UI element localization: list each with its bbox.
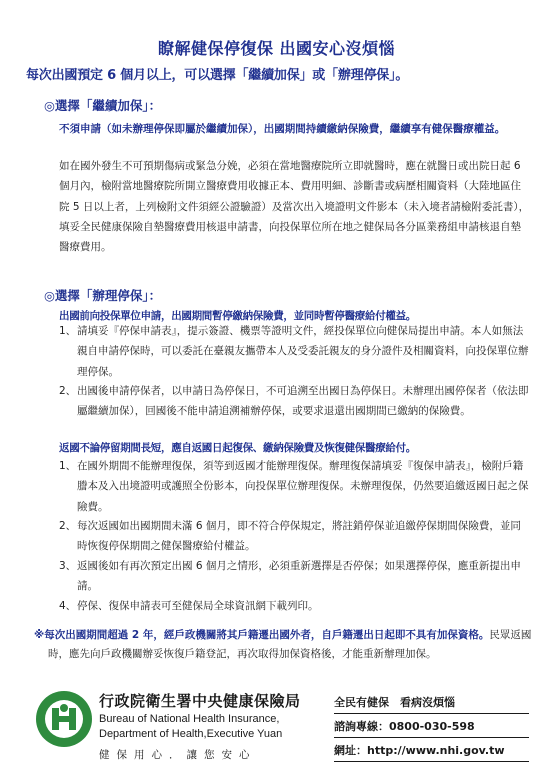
page-title: 瞭解健保停復保 出國安心沒煩惱 xyxy=(157,39,396,58)
list-item xyxy=(59,456,529,517)
footnote xyxy=(34,626,544,664)
list-item-number: 2、 xyxy=(59,385,77,397)
list-item-number: 4、 xyxy=(59,600,77,612)
hotline: 諮詢專線：0800-030-598 xyxy=(334,717,529,738)
nhi-logo xyxy=(35,690,93,748)
org-name-en-line1: Bureau of National Health Insurance, xyxy=(99,713,280,725)
org-name-zh: 行政院衛生署中央健康保險局 xyxy=(99,692,301,710)
contact-block xyxy=(334,693,529,765)
list-item xyxy=(59,556,529,597)
list-item-number: 1、 xyxy=(59,460,77,472)
list-item xyxy=(59,596,529,616)
section-resume-summary: 返國不論停留期間長短，應自返國日起復保、繳納保險費及恢復健保醫療給付。 xyxy=(59,442,416,454)
list-item-text: 停保、復保申請表可至健保局全球資訊網下載列印。 xyxy=(77,600,319,612)
section-heading-continue: ◎選擇「繼續加保」： xyxy=(44,98,162,113)
organization-block xyxy=(99,690,301,762)
section-heading-suspend: ◎選擇「辦理停保」： xyxy=(44,288,162,303)
section-continue-detail: 如在國外發生不可預期傷病或緊急分娩，必須在當地醫療院所立即就醫時，應在就醫日或出院日起 6 個月內，檢附當地醫療院所開立醫療費用收據正本、費用明細、診斷書或病歷相關資料（大陸地區住院 5 日以上者，上列檢附文件須經公證驗證）及當次出入境證明文件影本（未入境者請檢附委託書），填妥全民健康保險自墊醫療費用核退申請書，向投保單位所在地之健保局各分區業務組申請核退自墊醫療費用。 xyxy=(59,160,530,254)
list-item-number: 3、 xyxy=(59,560,77,572)
list-item-number: 1、 xyxy=(59,325,77,337)
footnote-text: 民眾返國時，應先向戶政機關辦妥恢復戶籍登記，再次取得加保資格後，才能重新辦理加保。 xyxy=(48,629,532,660)
list-item-text: 返國後如有再次預定出國 6 個月之情形，必須重新選擇是否停保；如果選擇停保，應重新提出申請。 xyxy=(77,560,521,593)
list-item-number: 2、 xyxy=(59,520,77,532)
section-suspend-summary: 出國前向投保單位申請，出國期間暫停繳納保險費，並同時暫停醫療給付權益。 xyxy=(59,310,416,322)
list-item-text: 出國後申請停保者，以申請日為停保日，不可追溯至出國日為停保日。未辦理出國停保者（依法即屬繼續加保），回國後不能申請追溯補辦停保，或要求退還出國期間已繳納的保險費。 xyxy=(77,385,529,418)
website-link[interactable]: 網址：http://www.nhi.gov.tw xyxy=(334,741,529,762)
section-continue-summary: 不須申請（如未辦理停保即屬於繼續加保），出國期間持續繳納保險費，繼續享有健保醫療權益。 xyxy=(59,123,506,135)
contact-slogan: 全民有健保 看病沒煩惱 xyxy=(334,693,529,714)
list-item-text: 每次返國如出國期間未滿 6 個月，即不符合停保規定，將註銷停保並追繳停保期間保險費，並同時恢復停保期間之健保醫療給付權益。 xyxy=(77,520,521,553)
page-subtitle: 每次出國預定 6 個月以上，可以選擇「繼續加保」或「辦理停保」。 xyxy=(26,68,409,83)
list-item xyxy=(59,321,529,382)
footnote-emphasis: ※每次出國期間超過 2 年，經戶政機關將其戶籍遷出國外者，自戶籍遷出日起即不具有加保資格。 xyxy=(34,629,490,641)
list-item xyxy=(59,381,529,422)
list-item-text: 在國外期間不能辦理復保，須等到返國才能辦理復保。辦理復保請填妥『復保申請表』，檢附戶籍謄本及入出境證明或護照全份影本，向投保單位辦理復保。未辦理復保，仍然要追繳返國日起之保險費。 xyxy=(77,460,529,513)
org-name-en-line2: Department of Health,Executive Yuan xyxy=(99,728,283,740)
list-item xyxy=(59,516,529,557)
org-slogan: 健保用心．讓您安心 xyxy=(99,749,257,761)
list-item-text: 請填妥『停保申請表』，提示簽證、機票等證明文件，經投保單位向健保局提出申請。本人如無法親自申請停保時，可以委託在臺親友攜帶本人及受委託親友的身分證件及相關資料，向投保單位辦理停保。 xyxy=(77,325,529,378)
